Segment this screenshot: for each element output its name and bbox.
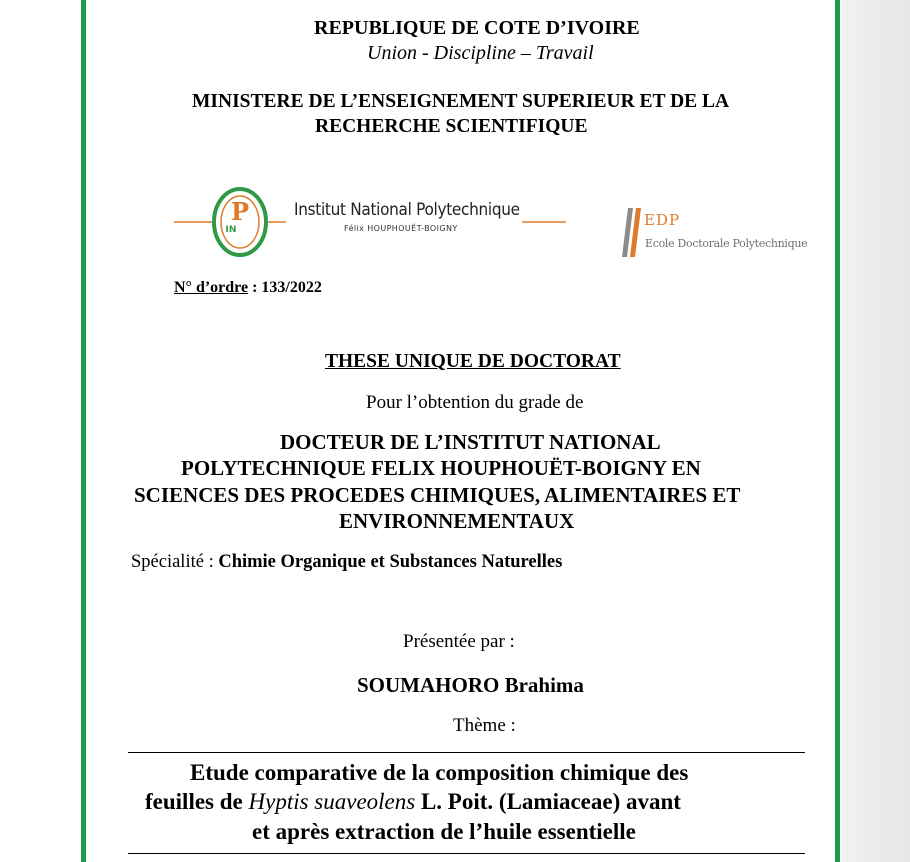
title-rule-top (128, 752, 805, 753)
edp-logo-mark: EDP (644, 211, 681, 229)
thesis-purpose: Pour l’obtention du grade de (366, 392, 584, 413)
page-margin-left (0, 0, 81, 862)
national-motto: Union - Discipline – Travail (367, 42, 594, 64)
svg-text:P: P (230, 197, 250, 226)
presented-by-label: Présentée par : (403, 631, 515, 652)
theme-label: Thème : (453, 715, 516, 736)
page-border-right (835, 0, 840, 862)
ministry-line-2: RECHERCHE SCIENTIFIQUE (315, 116, 588, 137)
degree-line-2: POLYTECHNIQUE FELIX HOUPHOUËT-BOIGNY EN (181, 456, 701, 480)
thesis-title-species: Hyptis suaveolens (248, 789, 416, 814)
svg-text:IN: IN (225, 225, 237, 235)
edp-logo (622, 205, 808, 260)
inp-logo (174, 186, 566, 258)
page-border-left (81, 0, 86, 862)
thesis-type: THESE UNIQUE DE DOCTORAT (325, 351, 621, 372)
author-name: SOUMAHORO Brahima (357, 673, 584, 697)
order-number-value: : 133/2022 (252, 279, 322, 296)
thesis-title-line-1: Etude comparative de la composition chimique des (190, 760, 689, 785)
order-number (174, 279, 322, 297)
specialty-label: Spécialité : (131, 552, 219, 572)
thesis-title-line-2 (145, 789, 681, 815)
page-margin-right (841, 0, 910, 862)
title-rule-bottom (128, 853, 805, 854)
specialty (131, 552, 562, 573)
degree-line-3: SCIENCES DES PROCEDES CHIMIQUES, ALIMENTAIRES ET (134, 483, 741, 507)
inp-logo-name: Institut National Polytechnique (294, 200, 520, 220)
edp-logo-name: Ecole Doctorale Polytechnique (645, 237, 808, 250)
specialty-value: Chimie Organique et Substances Naturelles (218, 552, 563, 572)
thesis-title-line-2-start: feuilles de (145, 789, 249, 814)
republic-heading: REPUBLIQUE DE COTE D’IVOIRE (314, 17, 640, 39)
degree-line-1: DOCTEUR DE L’INSTITUT NATIONAL (280, 430, 661, 454)
inp-logo-subtitle: Félix HOUPHOUËT-BOIGNY (344, 224, 458, 233)
thesis-title-line-2-end: L. Poit. (Lamiaceae) avant (415, 789, 681, 814)
ministry-line-1: MINISTERE DE L’ENSEIGNEMENT SUPERIEUR ET DE LA (192, 91, 730, 112)
degree-line-4: ENVIRONNEMENTAUX (339, 509, 575, 533)
inp-emblem-icon (174, 186, 566, 258)
thesis-title-line-3: et après extraction de l’huile essentielle (252, 819, 636, 844)
order-number-label: N° d’ordre (174, 279, 249, 296)
